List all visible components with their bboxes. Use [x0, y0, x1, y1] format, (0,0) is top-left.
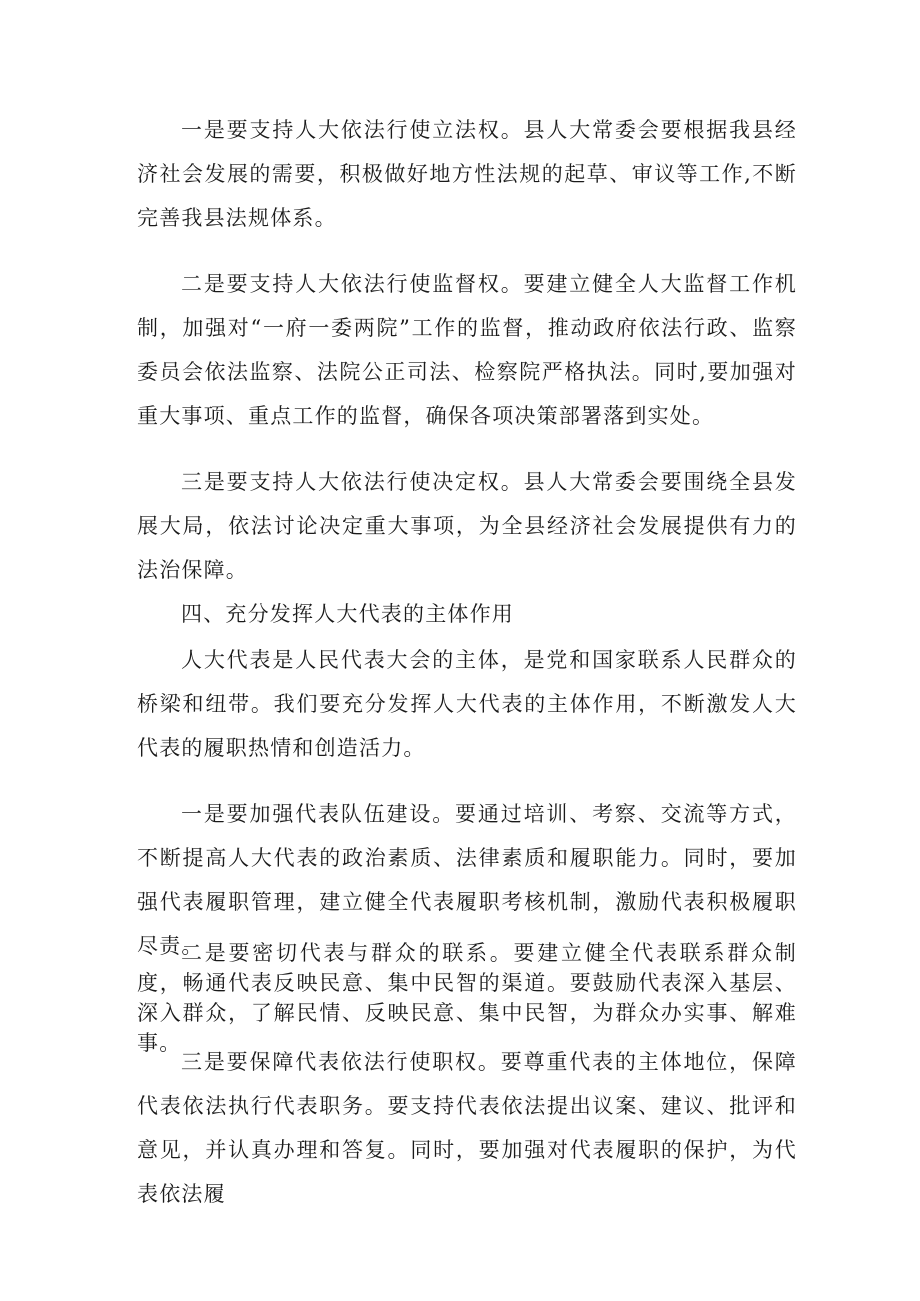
section-heading: 四、充分发挥人大代表的主体作用 [181, 602, 514, 626]
paragraph-decision-power: 三是要支持人大依法行使决定权。县人大常委会要围绕全县发展大局，依法讨论决定重大事项，为全县经济社会发展提供有力的法治保障。 [137, 470, 797, 582]
paragraph-deputies-role: 人大代表是人民代表大会的主体，是党和国家联系人民群众的桥梁和纽带。我们要充分发挥人大代表的主体作用，不断激发人大代表的履职热情和创造活力。 [137, 648, 797, 760]
paragraph-deputy-team-building: 一是要加强代表队伍建设。要通过培训、考察、交流等方式，不断提高人大代表的政治素质、法律素质和履职能力。同时，要加强代表履职管理，建立健全代表履职考核机制，激励代表积极履职尽责。 [137, 802, 797, 958]
paragraph-deputy-public-contact: 二是要密切代表与群众的联系。要建立健全代表联系群众制度，畅通代表反映民意、集中民智的渠道。要鼓励代表深入基层、深入群众，了解民情、反映民意、集中民智，为群众办实事、解难事。 [137, 941, 797, 1055]
paragraph-deputy-powers-protection: 三是要保障代表依法行使职权。要尊重代表的主体地位，保障代表依法执行代表职务。要支持代表依法提出议案、建议、批评和意见，并认真办理和答复。同时，要加强对代表履职的保护，为代表依法履 [137, 1050, 797, 1206]
paragraph-supervisory-power: 二是要支持人大依法行使监督权。要建立健全人大监督工作机制，加强对“一府一委两院”工作的监督，推动政府依法行政、监察委员会依法监察、法院公正司法、检察院严格执法。同时,要加强对重大事项、重点工作的监督，确保各项决策部署落到实处。 [137, 272, 797, 428]
paragraph-legislative-power: 一是要支持人大依法行使立法权。县人大常委会要根据我县经济社会发展的需要，积极做好地方性法规的起草、审议等工作,不断完善我县法规体系。 [137, 118, 797, 230]
